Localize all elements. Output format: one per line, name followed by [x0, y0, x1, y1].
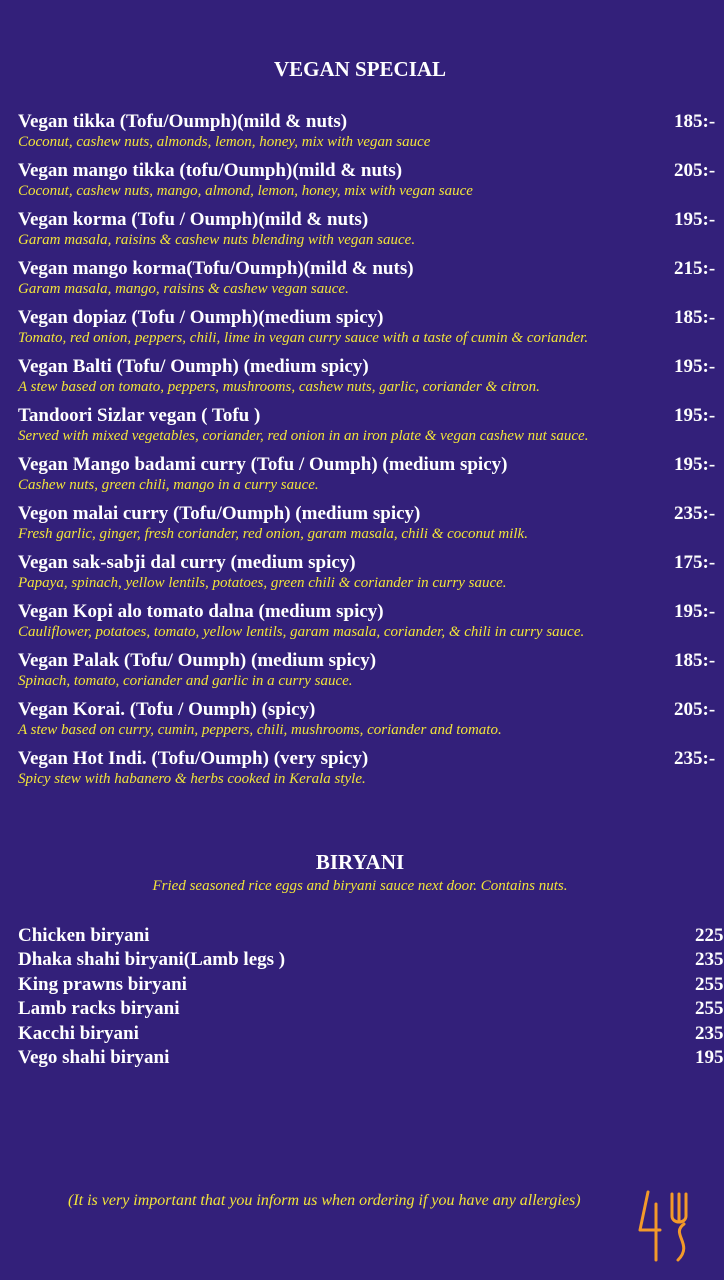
vegan-menu-list — [18, 110, 720, 796]
menu-item-price: 215:- — [674, 258, 716, 279]
menu-item-name: Vegan sak-sabji dal curry (medium spicy) — [18, 552, 356, 573]
menu-item-price: 185:- — [674, 111, 716, 132]
menu-item-description: Garam masala, mango, raisins & cashew vegan sauce. — [18, 281, 349, 297]
menu-item-description: Cauliflower, potatoes, tomato, yellow lentils, garam masala, coriander, & chili in curry sauce. — [18, 624, 585, 640]
menu-item-price: 235 — [695, 949, 724, 971]
menu-item-name: Vegan Korai. (Tofu / Oumph) (spicy) — [18, 699, 316, 720]
menu-item-description: Tomato, red onion, peppers, chili, lime in vegan curry sauce with a taste of cumin & coriander. — [18, 330, 589, 346]
menu-item-price: 195:- — [674, 454, 716, 475]
menu-item — [18, 110, 720, 159]
menu-item — [18, 453, 720, 502]
menu-item — [18, 1046, 724, 1070]
menu-item-price: 175:- — [674, 552, 716, 573]
menu-item — [18, 502, 720, 551]
menu-item — [18, 306, 720, 355]
menu-item-name: Vegon malai curry (Tofu/Oumph) (medium spicy) — [18, 503, 421, 524]
menu-item-description: Fresh garlic, ginger, fresh coriander, red onion, garam masala, chili & coconut milk. — [18, 526, 528, 542]
menu-item — [18, 159, 720, 208]
menu-item — [18, 355, 720, 404]
menu-item-name: Vegan Mango badami curry (Tofu / Oumph) (medium spicy) — [18, 454, 508, 475]
menu-item-price: 235:- — [674, 503, 716, 524]
menu-item-name: Vegan Kopi alo tomato dalna (medium spicy) — [18, 601, 384, 622]
biryani-subtitle: Fried seasoned rice eggs and biryani sauce next door. Contains nuts. — [152, 878, 568, 894]
biryani-title: BIRYANI — [315, 850, 405, 874]
menu-item — [18, 973, 724, 997]
menu-item-name: Chicken biryani — [18, 925, 150, 946]
menu-item-price: 255 — [695, 973, 724, 995]
menu-item-price: 195:- — [674, 601, 716, 622]
menu-item-price: 195 — [695, 1046, 724, 1068]
menu-item-price: 225 — [695, 925, 724, 946]
menu-item — [18, 649, 720, 698]
menu-item-name: Lamb racks biryani — [18, 998, 180, 1020]
menu-item-description: A stew based on tomato, peppers, mushrooms, cashew nuts, garlic, coriander & citron. — [18, 379, 540, 395]
menu-item-price: 205:- — [674, 160, 716, 181]
menu-item-price: 185:- — [674, 307, 716, 328]
menu-item-name: Vegan Palak (Tofu/ Oumph) (medium spicy) — [18, 650, 377, 671]
menu-item-price: 235:- — [674, 748, 716, 769]
allergy-note: (It is very important that you inform us when ordering if you have any allergies) — [68, 1192, 581, 1209]
menu-item — [18, 747, 720, 796]
menu-item-name: Vego shahi biryani — [18, 1046, 170, 1068]
menu-item-name: King prawns biryani — [18, 973, 187, 995]
menu-item — [18, 551, 720, 600]
menu-item-name: Vegan Balti (Tofu/ Oumph) (medium spicy) — [18, 356, 369, 377]
menu-item-name: Vegan Hot Indi. (Tofu/Oumph) (very spicy) — [18, 748, 369, 769]
menu-item — [18, 948, 724, 972]
menu-item — [18, 208, 720, 257]
menu-item — [18, 257, 720, 306]
menu-item-name: Vegan korma (Tofu / Oumph)(mild & nuts) — [18, 209, 369, 230]
menu-item-description: Served with mixed vegetables, coriander, red onion in an iron plate & vegan cashew nut sauce. — [18, 428, 589, 444]
menu-item — [18, 698, 720, 747]
menu-item-price: 255 — [695, 998, 724, 1020]
menu-item-name: Vegan mango tikka (tofu/Oumph)(mild & nuts) — [18, 160, 403, 181]
menu-item-description: Cashew nuts, green chili, mango in a curry sauce. — [18, 477, 319, 493]
menu-item-name: Dhaka shahi biryani(Lamb legs ) — [18, 949, 286, 971]
menu-item-description: Papaya, spinach, yellow lentils, potatoes, green chili & coriander in curry sauce. — [18, 575, 507, 591]
menu-item-name: Vegan tikka (Tofu/Oumph)(mild & nuts) — [18, 111, 348, 132]
menu-item-price: 195:- — [674, 405, 716, 426]
menu-item — [18, 404, 720, 453]
menu-item-name: Vegan mango korma(Tofu/Oumph)(mild & nuts) — [18, 258, 414, 279]
menu-item — [18, 600, 720, 649]
menu-item-description: Coconut, cashew nuts, mango, almond, lemon, honey, mix with vegan sauce — [18, 183, 473, 199]
vegan-special-title: VEGAN SPECIAL — [273, 57, 447, 81]
menu-item-name: Tandoori Sizlar vegan ( Tofu ) — [18, 405, 261, 426]
menu-item-description: Garam masala, raisins & cashew nuts blending with vegan sauce. — [18, 232, 416, 248]
menu-item — [18, 924, 724, 948]
menu-item — [18, 1022, 724, 1046]
menu-item — [18, 997, 724, 1021]
menu-item-price: 185:- — [674, 650, 716, 671]
menu-item-name: Vegan dopiaz (Tofu / Oumph)(medium spicy) — [18, 307, 384, 328]
menu-item-name: Kacchi biryani — [18, 1022, 139, 1044]
menu-item-description: Spinach, tomato, coriander and garlic in a curry sauce. — [18, 673, 353, 689]
menu-item-description: Spicy stew with habanero & herbs cooked in Kerala style. — [18, 771, 366, 787]
restaurant-logo — [634, 1186, 704, 1266]
menu-item-description: A stew based on curry, cumin, peppers, chili, mushrooms, coriander and tomato. — [18, 722, 502, 738]
menu-item-description: Coconut, cashew nuts, almonds, lemon, honey, mix with vegan sauce — [18, 134, 431, 150]
menu-item-price: 235 — [695, 1022, 724, 1044]
biryani-menu-list — [18, 924, 724, 1070]
menu-item-price: 195:- — [674, 356, 716, 377]
menu-item-price: 195:- — [674, 209, 716, 230]
menu-item-price: 205:- — [674, 699, 716, 720]
